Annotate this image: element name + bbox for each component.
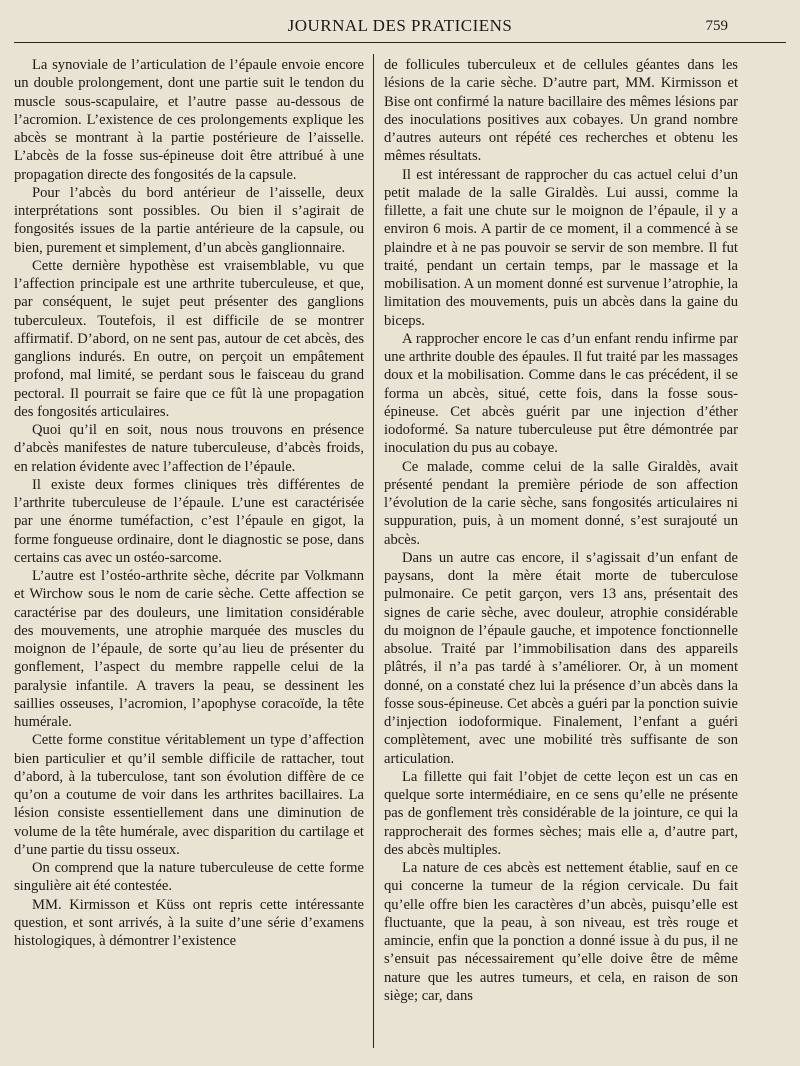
paragraph: La nature de ces abcès est nettement établie, sauf en ce qui concerne la tumeur de la région cervicale. Du fait qu’elle offre bien les caractères d’un abcès, puisqu’elle est fluctuante, que la peau, à son niveau, est très rouge et amincie, enfin que la ponction a donné issue à du pus, il ne s’ensuit pas nécessairement qu’elle doive être de même nature que les autres tumeurs, et cela, en raison de son siège; car, dans <box>384 860 738 1004</box>
column-divider <box>373 54 374 1048</box>
paragraph: A rapprocher encore le cas d’un enfant rendu infirme par une arthrite double des épaules. Il fut traité par les massages doux et la mobilisation. Comme dans le cas précédent, il se forma un abcès, situé, cette fois, dans la fosse sous-épineuse. Cet abcès guérit par une injection d’éther iodoformé. Sa nature tuberculeuse put être démontrée par inoculation du pus au cobaye. <box>384 330 738 457</box>
paragraph: MM. Kirmisson et Küss ont repris cette intéressante question, et sont arrivés, à la suite d’une série d’examens histologiques, à démontrer l’existence <box>14 896 364 949</box>
running-title: JOURNAL DES PRATICIENS <box>287 16 513 35</box>
page-number: 759 <box>705 18 728 34</box>
paragraph: On comprend que la nature tuberculeuse de cette forme singulière ait été contestée. <box>14 860 364 895</box>
paragraph: de follicules tuberculeux et de cellules géantes dans les lésions de la carie sèche. D’autre part, MM. Kirmisson et Bise ont confirmé la nature bacillaire des mêmes lésions par des inoculations positives aux cobayes. Un grand nombre d’autres auteurs ont répété ces recherches et obtenu les mêmes résultats. <box>384 57 738 165</box>
paragraph: Il est intéressant de rapprocher du cas actuel celui d’un petit malade de la salle Giraldès. Lui aussi, comme la fillette, a fait une chute sur le moignon de l’épaule, il y a environ 6 mois. A partir de ce moment, il a commencé à se plaindre et à ne pas pouvoir se servir de son membre. Il fut traité, pendant un certain temps, par le massage et la mobilisation. A un moment donné est survenue l’atrophie, la limitation des mouvements, puis un abcès dans la gaine du biceps. <box>384 166 738 329</box>
left-column <box>14 56 364 1058</box>
paragraph: L’autre est l’ostéo-arthrite sèche, décrite par Volkmann et Wirchow sous le nom de carie sèche. Cette affection se caractérise par des douleurs, une limitation considérable des mouvements, une atrophie marquée des muscles du moignon de l’épaule, de sorte qu’au lieu de présenter du gonflement, l’aspect du membre rappelle celui de la paralysie infantile. A travers la peau, se dessinent les saillies osseuses, l’acromion, l’apophyse coracoïde, la tête humérale. <box>14 568 364 730</box>
paragraph: Dans un autre cas encore, il s’agissait d’un enfant de paysans, dont la mère était morte de tuberculose pulmonaire. Ce petit garçon, vers 13 ans, présentait des signes de carie sèche, avec douleur, atrophie considérable du moignon de l’épaule gauche, et impotence fonctionnelle absolue. Traité par l’immobilisation dans des appareils plâtrés, il n’a pas tardé à s’améliorer. Or, à un moment donné, on a constaté chez lui la présence d’un abcès dans la fosse sous-épineuse. Cet abcès a guéri par la ponction suivie d’injection iodoformique. Finalement, l’enfant a guéri complètement, avec une mobilité très suffisante de son articulation. <box>384 549 738 767</box>
paragraph: Pour l’abcès du bord antérieur de l’aisselle, deux interprétations sont possibles. Ou bien il s’agirait de fongosités issues de la partie antérieure de la capsule, ou bien, purement et simplement, d’un abcès ganglionnaire. <box>14 184 364 256</box>
paragraph: La synoviale de l’articulation de l’épaule envoie encore un double prolongement, dont une partie suit le tendon du muscle sous-scapulaire, et l’autre passe au-dessous de l’acromion. L’existence de ces prolongements explique les abcès se montrant à la partie postérieure de l’aisselle. L’abcès de la fosse sus-épineuse doit être attribué à une propagation directe des fongosités de la capsule. <box>14 57 364 183</box>
paragraph: Quoi qu’il en soit, nous nous trouvons en présence d’abcès manifestes de nature tuberculeuse, d’abcès froids, en relation évidente avec l’affection de l’épaule. <box>14 422 364 475</box>
paragraph: Il existe deux formes cliniques très différentes de l’arthrite tuberculeuse de l’épaule. L’une est caractérisée par une énorme tuméfaction, c’est l’épaule en gigot, la forme fongueuse ordinaire, dont le diagnostic se pose, dans certains cas avec un ostéo-sarcome. <box>14 476 364 566</box>
header-rule <box>14 42 786 43</box>
page-header <box>0 14 800 40</box>
right-column <box>384 56 738 1058</box>
paragraph: Ce malade, comme celui de la salle Giraldès, avait présenté pendant la première période de son affection l’évolution de la carie sèche, sans fongosités articulaires ni suppuration, puis, à un moment donné, s’est surajouté un abcès. <box>384 458 738 548</box>
paragraph: Cette forme constitue véritablement un type d’affection bien particulier et qu’il semble difficile de rattacher, tout d’abord, à la tuberculose, tant son évolution diffère de ce qu’on a coutume de voir dans les arthrites bacillaires. La lésion consiste essentiellement dans une diminution de volume de la tête humérale, avec disparition du cartilage et d’une partie du tissu osseux. <box>14 732 364 858</box>
paragraph: Cette dernière hypothèse est vraisemblable, vu que l’affection principale est une arthrite tuberculeuse, et que, par conséquent, le sujet peut présenter des ganglions tuberculeux. Toutefois, il est difficile de se montrer affirmatif. D’abord, on ne sent pas, autour de cet abcès, des ganglions indurés. En outre, on perçoit un empâtement profond, mal limité, se perdant sous le faisceau du grand pectoral. Il pourrait se faire que ce fût là une propagation des fongosités articulaires. <box>14 257 364 420</box>
paragraph: La fillette qui fait l’objet de cette leçon est un cas en quelque sorte intermédiaire, en ce sens qu’elle ne présente pas de gonflement très considérable de la jointure, ce qui la rapprocherait des formes sèches; mais elle a, d’autre part, des abcès multiples. <box>384 768 738 858</box>
